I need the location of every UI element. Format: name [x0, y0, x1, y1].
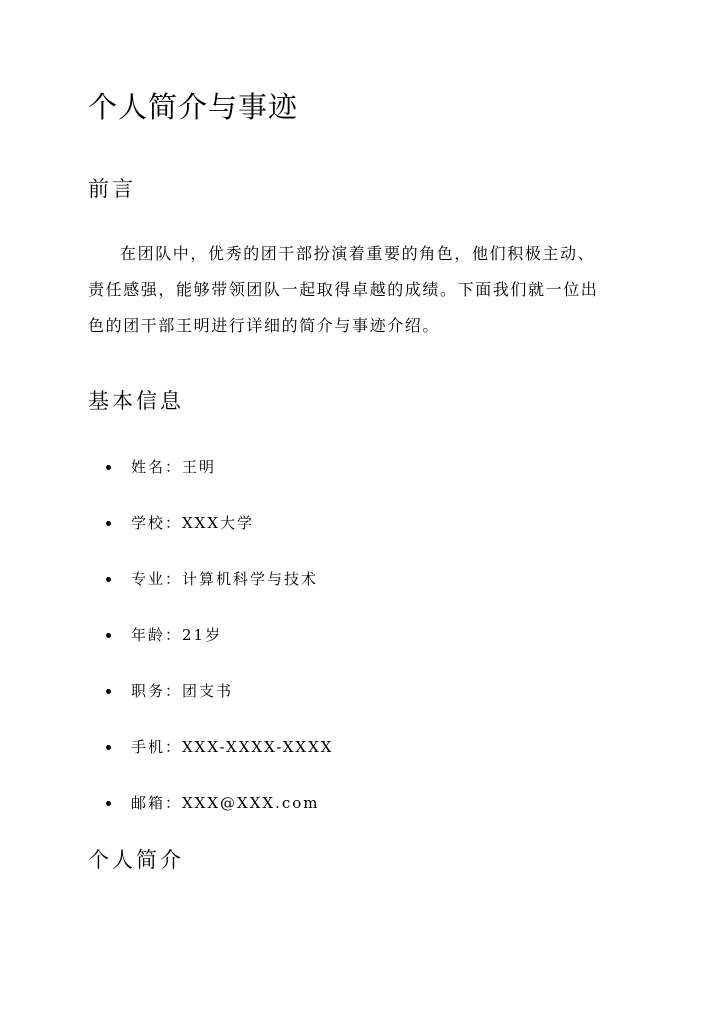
page-title: 个人简介与事迹 [88, 90, 299, 124]
bullet-dot [106, 801, 111, 806]
preface-line: 色的团干部王明进行详细的简介与事迹介绍。 [88, 316, 441, 335]
bullet-dot [106, 465, 111, 470]
preface-line: 在团队中，优秀的团干部扮演着重要的角色，他们积极主动、 [120, 244, 596, 263]
profile-heading: 个人简介 [88, 848, 184, 872]
preface-paragraph [88, 236, 636, 344]
bullet-dot [106, 745, 111, 750]
preface-line: 责任感强，能够带领团队一起取得卓越的成绩。下面我们就一位出 [88, 280, 599, 299]
preface-heading: 前言 [88, 177, 136, 201]
basic-info-heading: 基本信息 [88, 389, 184, 413]
bullet-dot [106, 521, 111, 526]
info-item-text: 职务：团支书 [131, 682, 234, 700]
info-item-text: 手机：XXX-XXXX-XXXX [131, 738, 334, 756]
info-item-text: 年龄：21岁 [131, 626, 223, 644]
bullet-dot [106, 577, 111, 582]
info-item-text: 邮箱：XXX@XXX.com [131, 794, 320, 812]
info-item-text: 专业：计算机科学与技术 [131, 570, 319, 588]
info-item-text: 姓名：王明 [131, 458, 217, 476]
bullet-dot [106, 689, 111, 694]
info-item-text: 学校：XXX大学 [131, 514, 255, 532]
bullet-dot [106, 633, 111, 638]
